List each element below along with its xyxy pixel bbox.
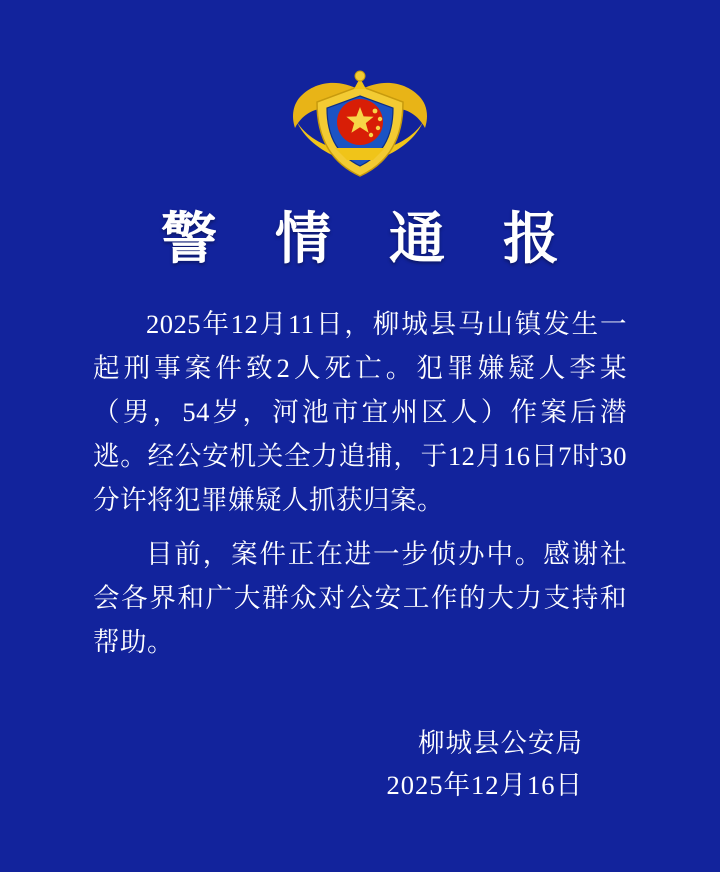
- signature-date: 2025年12月16日: [386, 769, 583, 800]
- paragraph-1: 2025年12月11日，柳城县马山镇发生一起刑事案件致2人死亡。犯罪嫌疑人李某（男，54岁，河池市宜州区人）作案后潜逃。经公安机关全力追捕，于12月16日7时30分许将犯罪嫌疑人抓获归案。: [93, 308, 627, 515]
- china-police-badge-icon: [285, 56, 435, 186]
- page-title: 警 情 通 报: [161, 209, 581, 271]
- signature-organization: 柳城县公安局: [418, 727, 583, 758]
- notice-body: [93, 302, 627, 674]
- signature-block: [93, 722, 627, 806]
- paragraph-2: 目前，案件正在进一步侦办中。感谢社会各界和广大群众对公安工作的大力支持和帮助。: [93, 538, 627, 657]
